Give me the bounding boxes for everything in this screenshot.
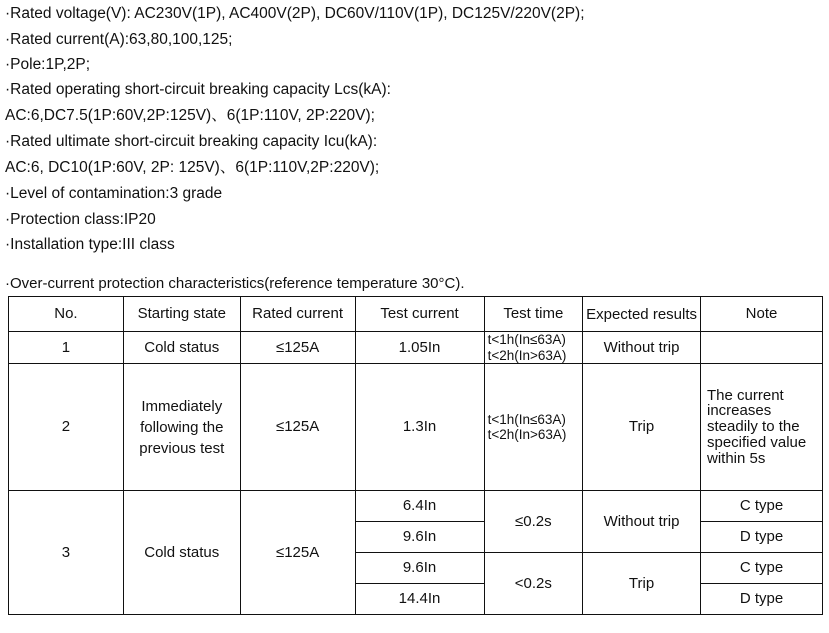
cell-note: The current increases steadily to the specified value within 5s bbox=[701, 364, 823, 491]
cell-test-current: 14.4In bbox=[355, 584, 484, 615]
spec-icu-heading: ·Rated ultimate short-circuit breaking capacity Icu(kA): bbox=[5, 133, 378, 150]
header-no: No. bbox=[9, 297, 124, 332]
cell-note: C type bbox=[701, 491, 823, 522]
header-expected-results: Expected results bbox=[583, 297, 701, 332]
cell-note bbox=[701, 332, 823, 364]
overcurrent-table bbox=[8, 296, 823, 615]
table-caption: ·Over-current protection characteristics(reference temperature 30°C). bbox=[5, 275, 465, 292]
cell-test-current: 1.3In bbox=[355, 364, 484, 491]
cell-no: 3 bbox=[9, 491, 124, 615]
cell-test-time bbox=[484, 364, 583, 491]
spec-protection-class: ·Protection class:IP20 bbox=[5, 211, 156, 228]
cell-starting-state: Cold status bbox=[123, 491, 240, 615]
header-test-time: Test time bbox=[484, 297, 583, 332]
header-note: Note bbox=[701, 297, 823, 332]
spec-lcs-values: AC:6,DC7.5(1P:60V,2P:125V)、6(1P:110V, 2P:220V); bbox=[5, 107, 375, 124]
header-starting-state: Starting state bbox=[123, 297, 240, 332]
cell-expected-results: Trip bbox=[583, 553, 701, 615]
cell-rated-current: ≤125A bbox=[240, 364, 355, 491]
test-time-line: t<2h(In>63A) bbox=[487, 427, 567, 443]
table-row bbox=[9, 491, 823, 522]
cell-no: 1 bbox=[9, 332, 124, 364]
cell-test-current: 6.4In bbox=[355, 491, 484, 522]
cell-test-time bbox=[484, 332, 583, 364]
spec-rated-voltage: ·Rated voltage(V): AC230V(1P), AC400V(2P), DC60V/110V(1P), DC125V/220V(2P); bbox=[5, 5, 585, 22]
header-rated-current: Rated current bbox=[240, 297, 355, 332]
spec-rated-current: ·Rated current(A):63,80,100,125; bbox=[5, 31, 233, 48]
cell-expected-results: Without trip bbox=[583, 491, 701, 553]
spec-installation-type: ·Installation type:III class bbox=[5, 236, 175, 253]
test-time-line: t<1h(In≤63A) bbox=[487, 411, 566, 427]
test-time-line: t<1h(In≤63A) bbox=[487, 332, 566, 347]
cell-test-current: 9.6In bbox=[355, 553, 484, 584]
table-row bbox=[9, 364, 823, 491]
table-row bbox=[9, 332, 823, 364]
test-time-line: t<2h(In>63A) bbox=[487, 347, 567, 363]
cell-note: D type bbox=[701, 584, 823, 615]
cell-test-time: ≤0.2s bbox=[484, 491, 583, 553]
cell-note: C type bbox=[701, 553, 823, 584]
cell-rated-current: ≤125A bbox=[240, 491, 355, 615]
spec-contamination: ·Level of contamination:3 grade bbox=[5, 185, 223, 202]
cell-test-current: 1.05In bbox=[355, 332, 484, 364]
cell-expected-results: Without trip bbox=[583, 332, 701, 364]
cell-expected-results: Trip bbox=[583, 364, 701, 491]
cell-note: D type bbox=[701, 522, 823, 553]
spec-icu-values: AC:6, DC10(1P:60V, 2P: 125V)、6(1P:110V,2P:220V); bbox=[5, 159, 380, 176]
spec-lcs-heading: ·Rated operating short-circuit breaking capacity Lcs(kA): bbox=[5, 81, 391, 98]
cell-test-time: <0.2s bbox=[484, 553, 583, 615]
cell-starting-state: Immediately following the previous test bbox=[123, 364, 240, 491]
cell-test-current: 9.6In bbox=[355, 522, 484, 553]
spec-pole: ·Pole:1P,2P; bbox=[5, 56, 91, 73]
cell-starting-state: Cold status bbox=[123, 332, 240, 364]
table-header-row bbox=[9, 297, 823, 332]
cell-rated-current: ≤125A bbox=[240, 332, 355, 364]
header-test-current: Test current bbox=[355, 297, 484, 332]
cell-no: 2 bbox=[9, 364, 124, 491]
